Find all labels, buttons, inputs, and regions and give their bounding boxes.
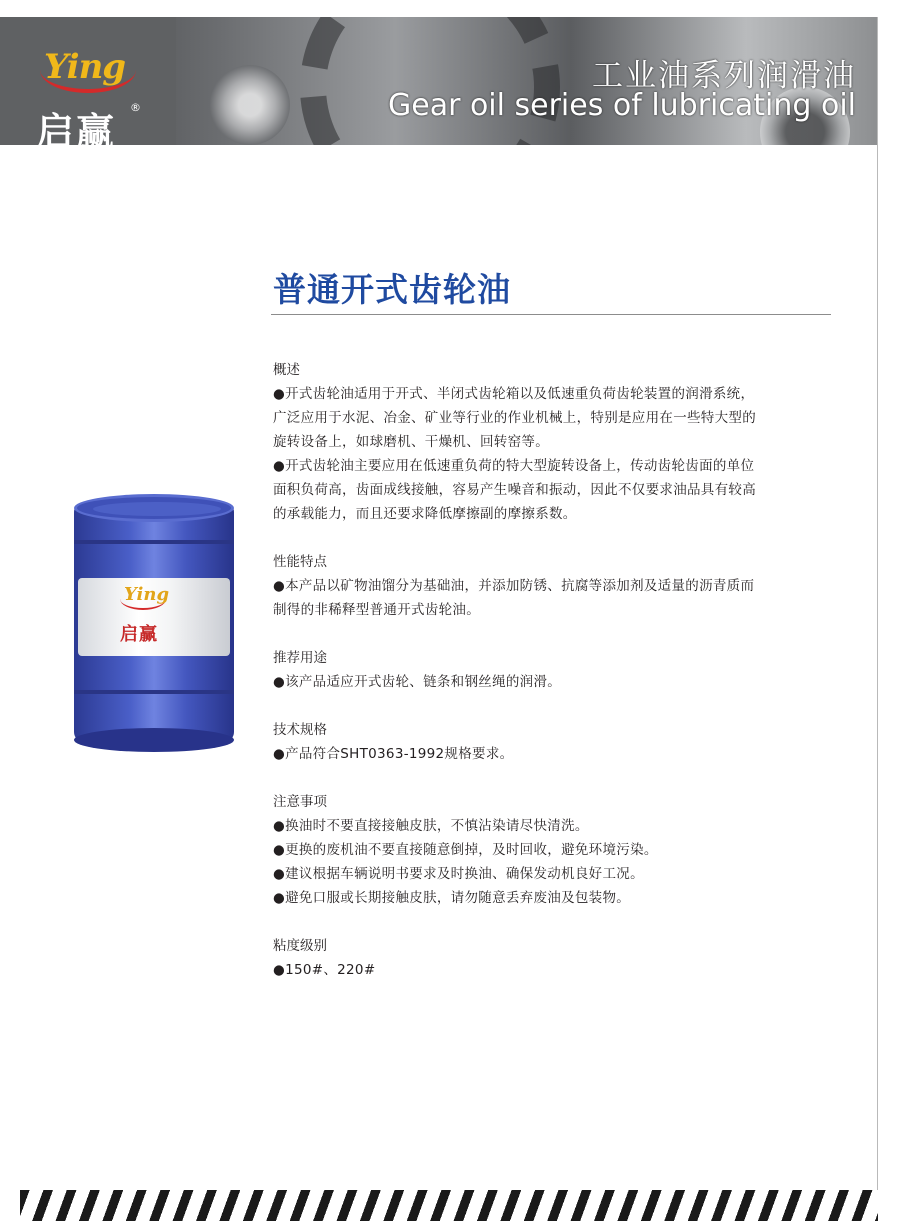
section-line: ●换油时不要直接接触皮肤，不慎沾染请尽快清洗。 — [273, 818, 589, 834]
logo-cn-text: 启赢 — [36, 109, 117, 154]
section-title: 推荐用途 — [273, 650, 327, 666]
drum-logo-cn: 启赢 — [120, 624, 158, 645]
header-title-cn: 工业油系列润滑油 — [592, 58, 856, 94]
section-usage — [273, 646, 833, 694]
drum-lid — [74, 494, 234, 522]
section-line: ●150#、220# — [273, 962, 376, 978]
section-overview — [273, 358, 833, 526]
section-line: 的承载能力，而且还要求降低摩擦副的摩擦系数。 — [273, 506, 577, 522]
brand-logo — [0, 17, 176, 154]
section-title: 技术规格 — [273, 722, 327, 738]
section-specs — [273, 718, 833, 766]
page-border-line — [877, 17, 878, 1212]
section-line: 旋转设备上，如球磨机、干燥机、回转窑等。 — [273, 434, 549, 450]
product-title: 普通开式齿轮油 — [273, 270, 511, 309]
section-line: ●产品符合SHT0363-1992规格要求。 — [273, 746, 514, 762]
drum-ring — [74, 540, 234, 544]
registered-mark: ® — [130, 101, 141, 114]
section-line: ●建议根据车辆说明书要求及时换油、确保发动机良好工况。 — [273, 866, 644, 882]
section-line: 制得的非稀释型普通开式齿轮油。 — [273, 602, 480, 618]
section-features — [273, 550, 833, 622]
section-title: 概述 — [273, 362, 300, 378]
section-line: ●避免口服或长期接触皮肤，请勿随意丢弃废油及包装物。 — [273, 890, 631, 906]
drum-ring — [74, 690, 234, 694]
footer-stripe-border — [20, 1190, 878, 1221]
drum-logo-ying: Ying — [124, 584, 170, 605]
title-divider — [271, 314, 831, 315]
logo-ying-text: Ying — [44, 47, 126, 87]
section-line: ●开式齿轮油适用于开式、半闭式齿轮箱以及低速重负荷齿轮装置的润滑系统， — [273, 386, 755, 402]
header-title-en: Gear oil series of lubricating oil — [387, 88, 856, 123]
drum-base — [74, 728, 234, 752]
section-notes — [273, 790, 833, 910]
oil-drum-image — [74, 494, 234, 752]
section-line: ●开式齿轮油主要应用在低速重负荷的特大型旋转设备上，传动齿轮齿面的单位 — [273, 458, 755, 474]
section-title: 粘度级别 — [273, 938, 327, 954]
engine-part-image — [210, 65, 290, 145]
section-title: 性能特点 — [273, 554, 327, 570]
section-title: 注意事项 — [273, 794, 327, 810]
product-description — [273, 358, 833, 1006]
section-line: 广泛应用于水泥、冶金、矿业等行业的作业机械上，特别是应用在一些特大型的 — [273, 410, 756, 426]
section-line: ●该产品适应开式齿轮、链条和钢丝绳的润滑。 — [273, 674, 562, 690]
gear-image — [300, 17, 560, 145]
section-viscosity — [273, 934, 833, 982]
section-line: ●本产品以矿物油馏分为基础油，并添加防锈、抗腐等添加剂及适量的沥青质而 — [273, 578, 755, 594]
section-line: 面积负荷高，齿面成线接触，容易产生噪音和振动，因此不仅要求油品具有较高 — [273, 482, 756, 498]
section-line: ●更换的废机油不要直接随意倒掉，及时回收，避免环境污染。 — [273, 842, 658, 858]
